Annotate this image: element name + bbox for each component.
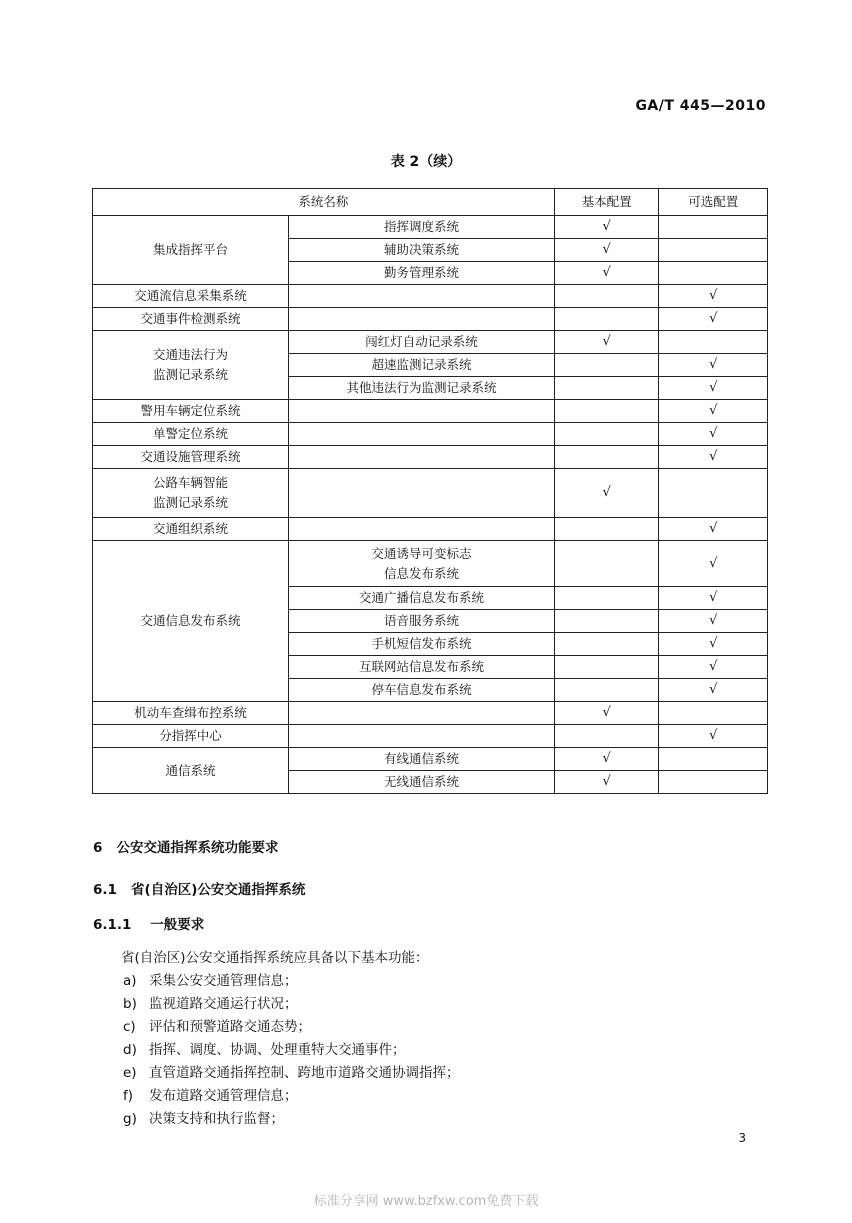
table-row [93,423,768,446]
basic-mark: √ [554,262,659,285]
table-row [93,748,768,771]
optional-mark: √ [659,423,768,446]
list-label: e) [123,1065,137,1081]
basic-mark [554,633,659,656]
basic-mark [554,354,659,377]
basic-mark [554,423,659,446]
watermark-text: 标准分享网 www.bzfxw.com免费下载 [313,1194,539,1209]
section-number: 6.1 [93,882,117,898]
intro-paragraph: 省(自治区)公安交通指挥系统应具备以下基本功能： [121,950,429,966]
optional-mark: √ [659,633,768,656]
basic-mark [554,610,659,633]
basic-mark: √ [554,239,659,262]
basic-mark: √ [554,216,659,239]
list-label: d) [123,1042,137,1058]
sub-cell: 停车信息发布系统 [289,679,555,702]
optional-mark: √ [659,679,768,702]
group-cell: 交通信息发布系统 [93,541,289,702]
header-system-name: 系统名称 [93,189,555,216]
page-number: 3 [738,1131,746,1145]
sub-cell: 闯红灯自动记录系统 [289,331,555,354]
group-cell: 单警定位系统 [93,423,289,446]
section-6-1-heading [93,878,305,898]
group-cell: 交通设施管理系统 [93,446,289,469]
list-label: b) [123,996,137,1012]
sub-cell: 超速监测记录系统 [289,354,555,377]
optional-mark [659,331,768,354]
optional-mark: √ [659,541,768,587]
basic-mark: √ [554,771,659,794]
basic-mark [554,400,659,423]
header-basic: 基本配置 [554,189,659,216]
optional-mark: √ [659,400,768,423]
optional-mark [659,216,768,239]
optional-mark: √ [659,446,768,469]
basic-mark: √ [554,469,659,518]
sub-cell [289,400,555,423]
sub-cell [289,285,555,308]
list-label: g) [123,1111,137,1127]
table-row [93,285,768,308]
sub-cell: 勤务管理系统 [289,262,555,285]
optional-mark: √ [659,308,768,331]
optional-mark: √ [659,377,768,400]
sub-cell: 交通诱导可变标志 信息发布系统 [289,541,555,587]
optional-mark [659,702,768,725]
group-cell: 分指挥中心 [93,725,289,748]
optional-mark [659,239,768,262]
table-row [93,541,768,587]
sub-cell [289,518,555,541]
group-cell: 交通违法行为 监测记录系统 [93,331,289,400]
list-text: 监视道路交通运行状况； [149,996,298,1012]
sub-cell: 其他违法行为监测记录系统 [289,377,555,400]
basic-mark [554,446,659,469]
optional-mark: √ [659,656,768,679]
table-row [93,469,768,518]
group-cell: 交通事件检测系统 [93,308,289,331]
table-row [93,518,768,541]
table-row [93,400,768,423]
optional-mark [659,262,768,285]
table-row [93,702,768,725]
list-text: 直管道路交通指挥控制、跨地市道路交通协调指挥； [149,1065,460,1081]
basic-mark [554,308,659,331]
sub-cell [289,469,555,518]
optional-mark: √ [659,610,768,633]
sub-cell [289,702,555,725]
group-cell: 交通组织系统 [93,518,289,541]
basic-mark [554,679,659,702]
list-text: 指挥、调度、协调、处理重特大交通事件； [149,1042,406,1058]
group-cell: 交通流信息采集系统 [93,285,289,308]
table-row [93,331,768,354]
table-row [93,725,768,748]
table-header-row [93,189,768,216]
section-number: 6.1.1 [93,917,132,933]
sub-cell: 语音服务系统 [289,610,555,633]
section-title: 公安交通指挥系统功能要求 [116,840,279,856]
basic-mark [554,656,659,679]
list-label: f) [123,1088,134,1104]
group-cell: 机动车查缉布控系统 [93,702,289,725]
sub-cell: 互联网站信息发布系统 [289,656,555,679]
optional-mark: √ [659,354,768,377]
list-item [123,1061,460,1081]
sub-cell [289,308,555,331]
basic-mark [554,518,659,541]
optional-mark [659,748,768,771]
standard-code: GA/T 445—2010 [635,98,766,114]
sub-cell [289,423,555,446]
basic-mark [554,541,659,587]
list-text: 采集公安交通管理信息； [149,973,298,989]
group-cell: 警用车辆定位系统 [93,400,289,423]
sub-cell: 手机短信发布系统 [289,633,555,656]
basic-mark [554,587,659,610]
list-item [123,969,298,989]
optional-mark: √ [659,587,768,610]
group-cell: 通信系统 [93,748,289,794]
list-item [123,1107,284,1127]
section-title: 省(自治区)公安交通指挥系统 [131,882,306,898]
optional-mark [659,771,768,794]
sub-cell [289,725,555,748]
basic-mark: √ [554,331,659,354]
sub-cell: 指挥调度系统 [289,216,555,239]
list-item [123,1015,311,1035]
basic-mark: √ [554,702,659,725]
config-table [92,188,768,794]
list-item [123,1084,298,1104]
optional-mark: √ [659,285,768,308]
section-6-heading [93,836,279,856]
sub-cell: 有线通信系统 [289,748,555,771]
section-number: 6 [93,840,103,856]
sub-cell: 无线通信系统 [289,771,555,794]
basic-mark: √ [554,748,659,771]
section-title: 一般要求 [150,917,205,933]
table-row [93,446,768,469]
list-label: c) [123,1019,136,1035]
table-row [93,308,768,331]
list-item [123,1038,406,1058]
section-6-1-1-heading [93,913,204,933]
header-optional: 可选配置 [659,189,768,216]
optional-mark [659,469,768,518]
list-item [123,992,298,1012]
basic-mark [554,285,659,308]
group-cell: 公路车辆智能 监测记录系统 [93,469,289,518]
optional-mark: √ [659,725,768,748]
optional-mark: √ [659,518,768,541]
table-row [93,216,768,239]
list-label: a) [123,973,137,989]
sub-cell [289,446,555,469]
list-text: 决策支持和执行监督； [149,1111,284,1127]
sub-cell: 辅助决策系统 [289,239,555,262]
group-cell: 集成指挥平台 [93,216,289,285]
sub-cell: 交通广播信息发布系统 [289,587,555,610]
table-title: 表 2（续） [390,154,462,170]
list-text: 发布道路交通管理信息； [149,1088,298,1104]
basic-mark [554,377,659,400]
basic-mark [554,725,659,748]
list-text: 评估和预警道路交通态势； [149,1019,311,1035]
